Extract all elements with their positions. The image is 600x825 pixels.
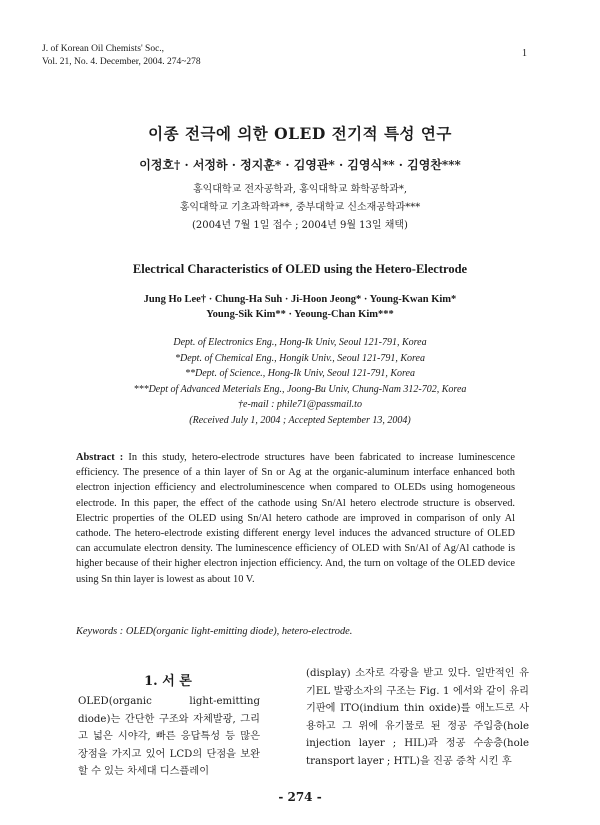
english-title: Electrical Characteristics of OLED using the Hetero-Electrode [132,262,468,276]
korean-authors: 이정호† · 서정하 · 정지훈* · 김영관* · 김영식** · 김영찬*** [139,158,461,172]
english-authors-line-1: Jung Ho Lee† · Chung-Ha Suh · Ji-Hoon Jeong* · Young-Kwan Kim* [143,294,457,305]
english-authors [0,292,600,322]
english-affiliation-4: ***Dept of Advanced Meterials Eng., Joong-Bu Univ, Chung-Nam 312-702, Korea [133,384,467,395]
left-column-text: OLED(organic light-emitting diode)는 간단한 구조와 자체발광, 그리고 넓은 시야각, 빠른 응답특성 등 많은 장점을 가지고 있어 LCD의 단점을 보완할 수 있는 차세대 디스플레이 [78,696,260,778]
right-column-text: (display) 소자로 각광을 받고 있다. 일반적인 유기EL 발광소자의 구조는 Fig. 1 에서와 같이 유리기판에 ITO(indium thin oxide)를 애노드로 사용하고 그 위에 유기물로 된 정공 주입층(hole injection layer ; HIL)과 정공 수송층(hole transport layer ; HTL)을 진공 증착 시킨 후 [306,668,529,767]
abstract [76,450,515,587]
english-affiliation-2: *Dept. of Chemical Eng., Hongik Univ., Seoul 121-791, Korea [175,353,425,364]
english-authors-line-2: Young-Sik Kim** · Yeoung-Chan Kim*** [206,309,394,320]
english-affiliation-3: **Dept. of Science., Hong-Ik Univ, Seoul 121-791, Korea [185,368,415,379]
keywords: Keywords : OLED(organic light-emitting diode), hetero-electrode. [76,626,353,637]
journal-line-2: Vol. 21, No. 4. December, 2004. 274~278 [42,57,201,67]
korean-affiliation-2: 홍익대학교 기초과학과**, 중부대학교 신소재공학과*** [179,202,421,213]
page-number: 1 [522,48,527,59]
footer-page-number: - 274 - [278,790,322,804]
english-affiliation-1: Dept. of Electronics Eng., Hong-Ik Univ, Seoul 121-791, Korea [173,337,427,348]
section-heading: 1. 서 론 [144,674,192,689]
abstract-label: Abstract : [76,452,124,463]
english-dates: (Received July 1, 2004 ; Accepted September 13, 2004) [189,415,411,426]
email: †e-mail : phile71@passmail.to [238,399,362,410]
korean-affiliation-1: 홍익대학교 전자공학과, 홍익대학교 화학공학과*, [192,184,408,195]
korean-dates: (2004년 7월 1일 접수 ; 2004년 9월 13일 채택) [192,220,408,231]
journal-line-1: J. of Korean Oil Chemists' Soc., [42,44,165,54]
journal-header [42,43,201,69]
abstract-text: In this study, hetero-electrode structures have been fabricated to increase luminescence efficiency. The presence of a thin layer of Sn or Ag at the organic-aluminum interface enhanced both electron injection efficiency and electroluminescence when compared to OLEDs using homogeneous electrode. In this paper, the effect of the cathode using Sn/Al hetero electrode structure is observed. Electric properties of the OLED using Sn/Al hetero cathode are improved in comparison of only Al cathode. The hetero-electrode existing different energy level induces the advanced structure of OLED can accumulate electron density. The luminescence efficiency of OLED with Sn/Al of Ag/Al cathode is higher because of their higher electron injection efficiency. And, the turn on voltage of the OLED device using Sn thin layer is lowest as about 10 V. [76,452,515,585]
korean-title: 이종 전극에 의한 OLED 전기적 특성 연구 [148,124,452,143]
